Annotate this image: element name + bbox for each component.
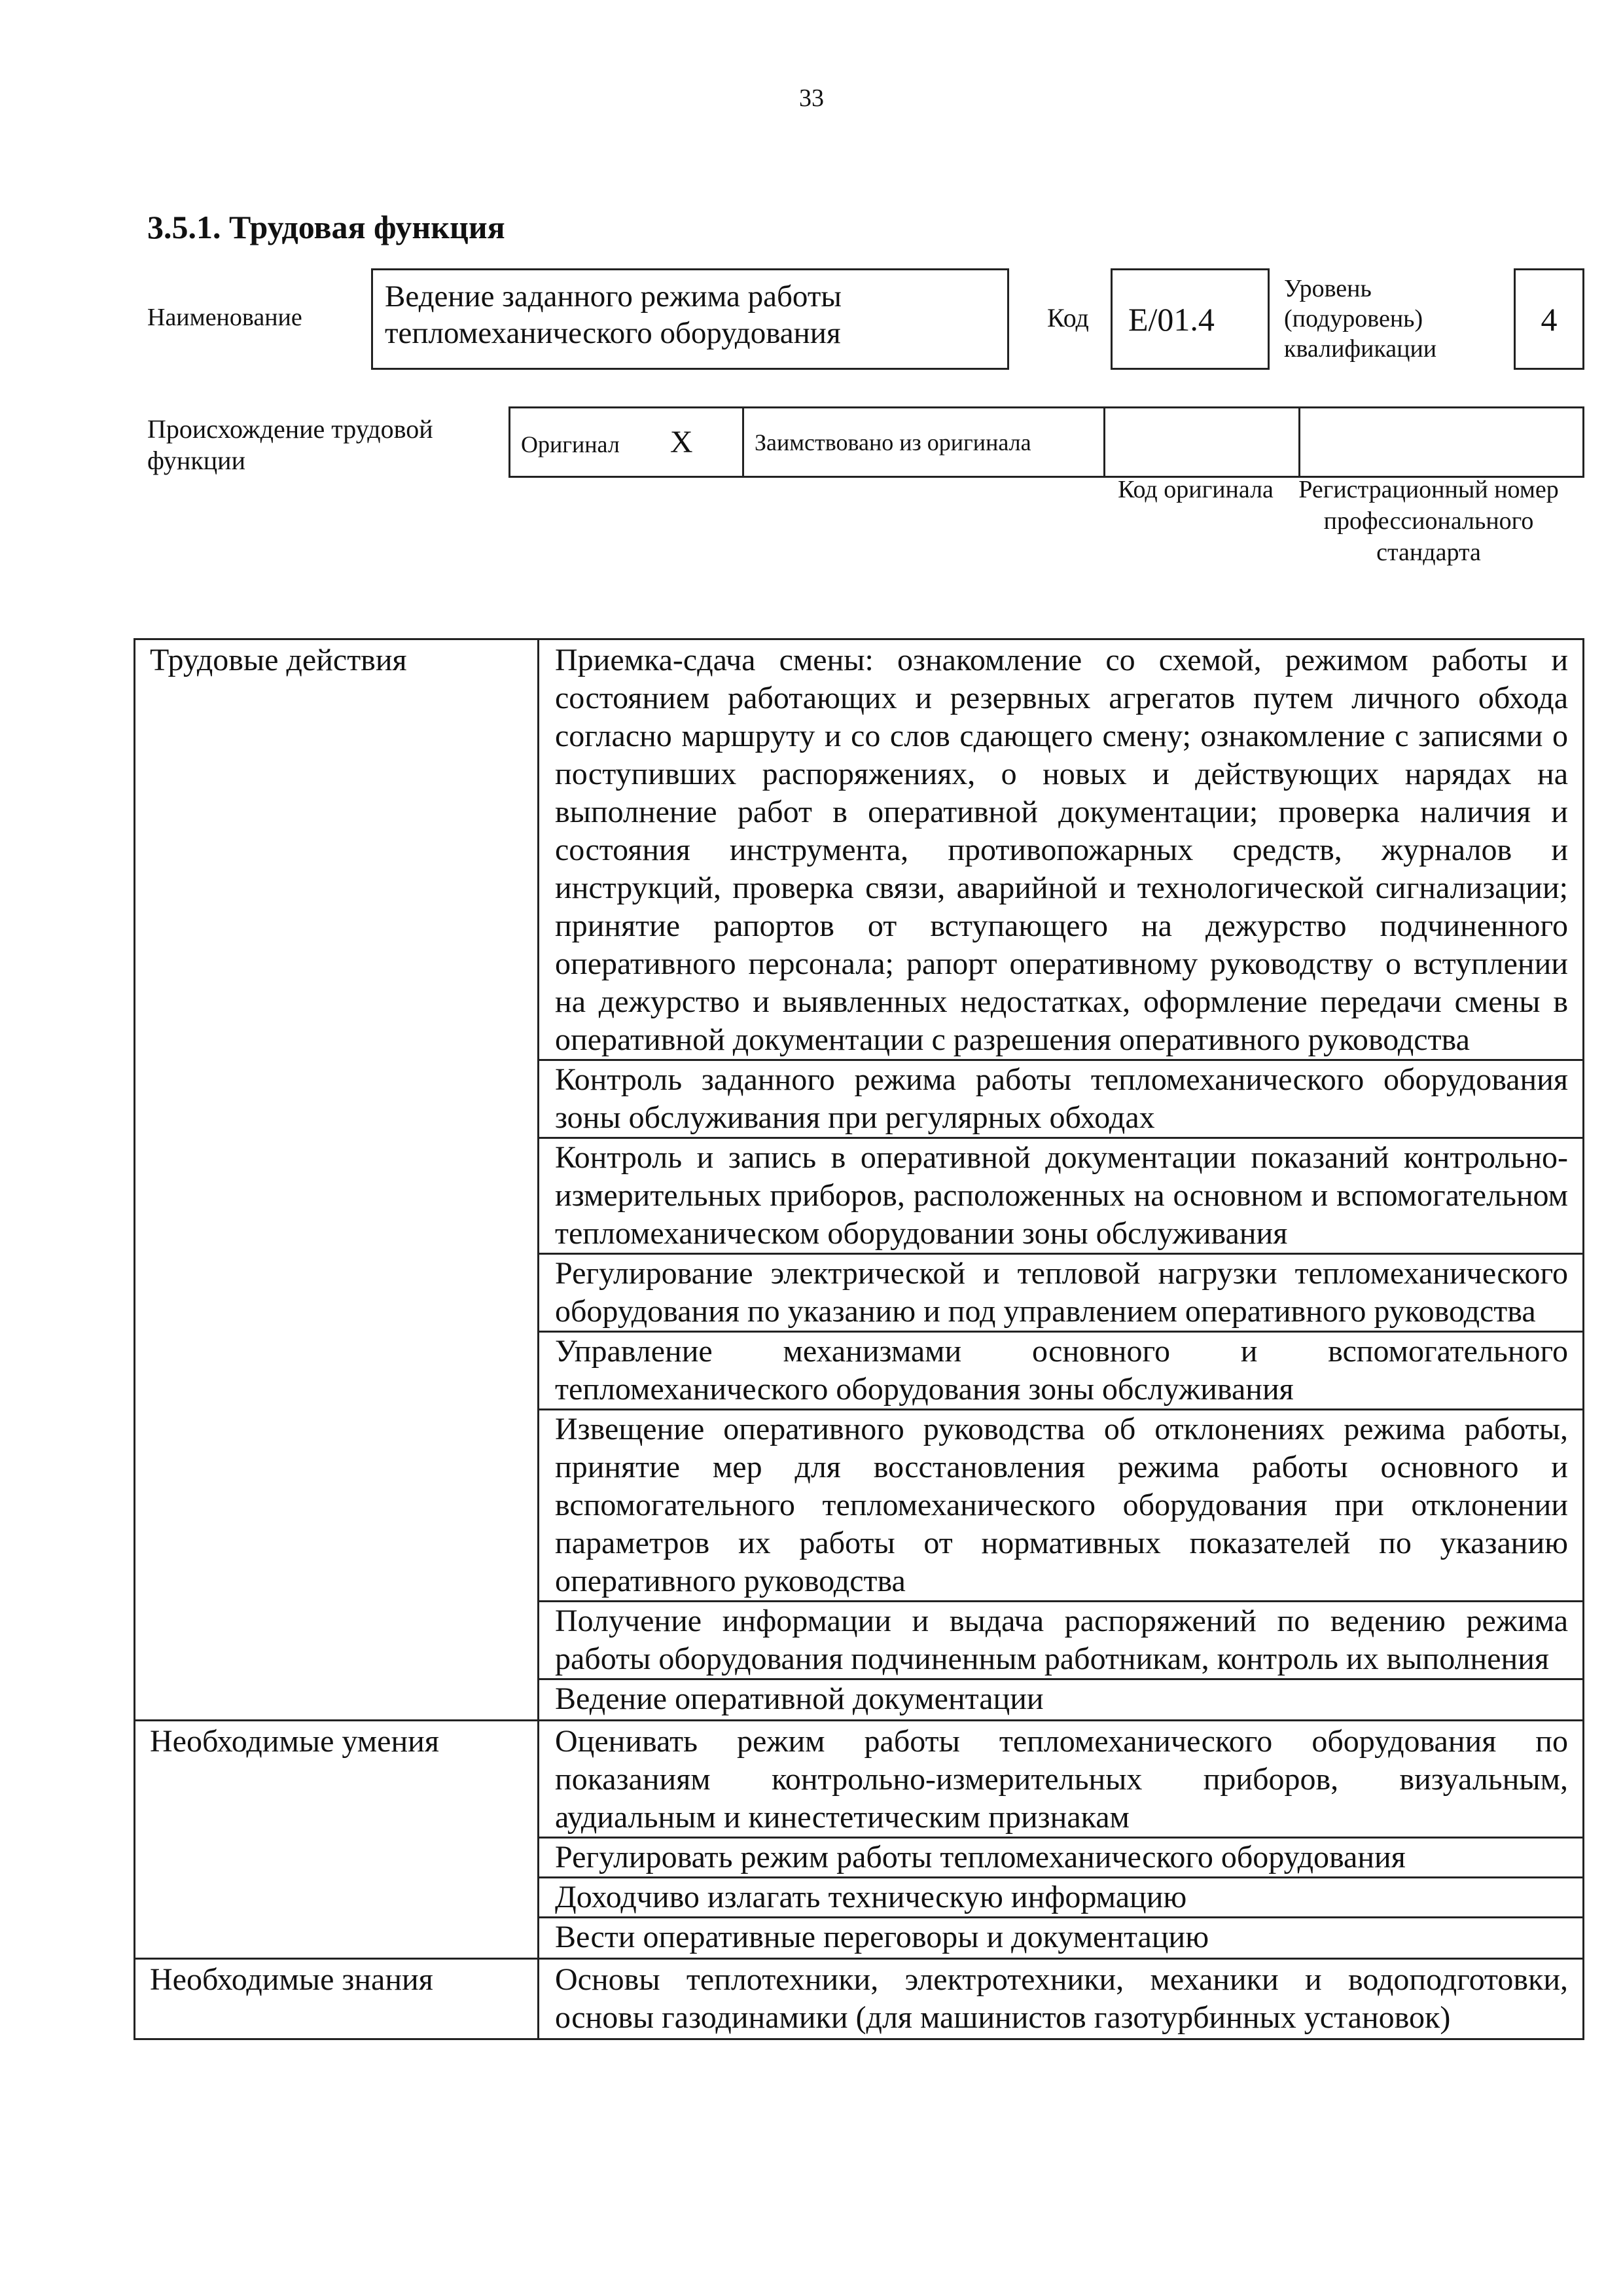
origin-original-cell bbox=[510, 408, 743, 477]
origin-label: Происхождение трудовой функции bbox=[147, 414, 433, 475]
code-value: E/01.4 bbox=[1111, 268, 1270, 370]
category-cell: Необходимые знания bbox=[135, 1959, 539, 2039]
section-title: 3.5.1. Трудовая функция bbox=[147, 209, 505, 245]
origin-original-label: Оригинал bbox=[521, 431, 620, 457]
origin-table bbox=[508, 406, 1584, 478]
list-item: Контроль заданного режима работы тепломеханического оборудования зоны обслуживания при регулярных обходах bbox=[539, 1061, 1582, 1139]
code-label: Код bbox=[1047, 303, 1089, 332]
origin-code-caption: Код оригинала bbox=[1118, 476, 1274, 503]
content-cell bbox=[539, 1959, 1584, 2039]
list-item: Регулировать режим работы тепломеханического оборудования bbox=[539, 1839, 1582, 1878]
table-row bbox=[135, 1959, 1584, 2039]
name-label: Наименование bbox=[147, 304, 302, 331]
origin-reg-caption: Регистрационный номер профессионального стандарта bbox=[1298, 476, 1559, 566]
origin-original-mark: X bbox=[669, 425, 693, 459]
level-value: 4 bbox=[1514, 268, 1584, 370]
list-item: Контроль и запись в оперативной документации показаний контрольно-измерительных приборов, расположенных на основном и вспомогательном тепломеханическом оборудовании зоны обслуживания bbox=[539, 1139, 1582, 1255]
origin-reg-cell bbox=[1300, 408, 1584, 477]
list-item: Основы теплотехники, электротехники, механики и водоподготовки, основы газодинамики (для машинистов газотурбинных установок) bbox=[555, 1962, 1568, 2035]
list-item: Приемка-сдача смены: ознакомление со схемой, режимом работы и состоянием работающих и резервных агрегатов путем личного обхода согласно маршруту и со слов сдающего смену; ознакомление с записями о поступивших распоряжениях, о новых и действующих нарядах на выполнение работ в оперативной документации; проверка наличия и состояния инструмента, противопожарных средств, журналов и инструкций, проверка связи, аварийной и технологической сигнализации; принятие рапортов от вступающего на дежурство подчиненного оперативного персонала; рапорт оперативному руководству о вступлении на дежурство и выявленных недостатках, оформление передачи смены в оперативной документации с разрешения оперативного руководства bbox=[539, 641, 1582, 1061]
list-item: Управление механизмами основного и вспомогательного тепломеханического оборудования зоны обслуживания bbox=[539, 1333, 1582, 1410]
origin-code-cell bbox=[1105, 408, 1300, 477]
function-name-value: Ведение заданного режима работы тепломеханического оборудования bbox=[371, 268, 1009, 370]
list-item: Извещение оперативного руководства об отклонениях режима работы, принятие мер для восстановления режима работы основного и вспомогательного тепломеханического оборудования при отклонении параметров их работы от нормативных показателей по указанию оперативного руководства bbox=[539, 1410, 1582, 1602]
origin-borrowed-label: Заимствовано из оригинала bbox=[755, 429, 1031, 456]
function-table bbox=[134, 638, 1584, 2040]
category-cell: Трудовые действия bbox=[135, 639, 539, 1721]
content-cell bbox=[539, 639, 1584, 1721]
level-label: Уровень (подуровень) квалификации bbox=[1284, 275, 1437, 363]
content-cell bbox=[539, 1721, 1584, 1959]
page-number: 33 bbox=[799, 84, 824, 112]
origin-borrowed-cell bbox=[743, 408, 1105, 477]
table-row bbox=[135, 639, 1584, 1721]
table-row bbox=[135, 1721, 1584, 1959]
list-item: Доходчиво излагать техническую информацию bbox=[539, 1878, 1582, 1918]
list-item: Оценивать режим работы тепломеханического оборудования по показаниям контрольно-измерительных приборов, визуальным, аудиальным и кинестетическим признакам bbox=[539, 1723, 1582, 1839]
list-item: Ведение оперативной документации bbox=[555, 1681, 1044, 1716]
list-item: Регулирование электрической и тепловой нагрузки тепломеханического оборудования по указанию и под управлением оперативного руководства bbox=[539, 1255, 1582, 1333]
list-item: Получение информации и выдача распоряжений по ведению режима работы оборудования подчиненным работникам, контроль их выполнения bbox=[539, 1602, 1582, 1680]
list-item: Вести оперативные переговоры и документацию bbox=[555, 1920, 1209, 1954]
category-cell: Необходимые умения bbox=[135, 1721, 539, 1959]
